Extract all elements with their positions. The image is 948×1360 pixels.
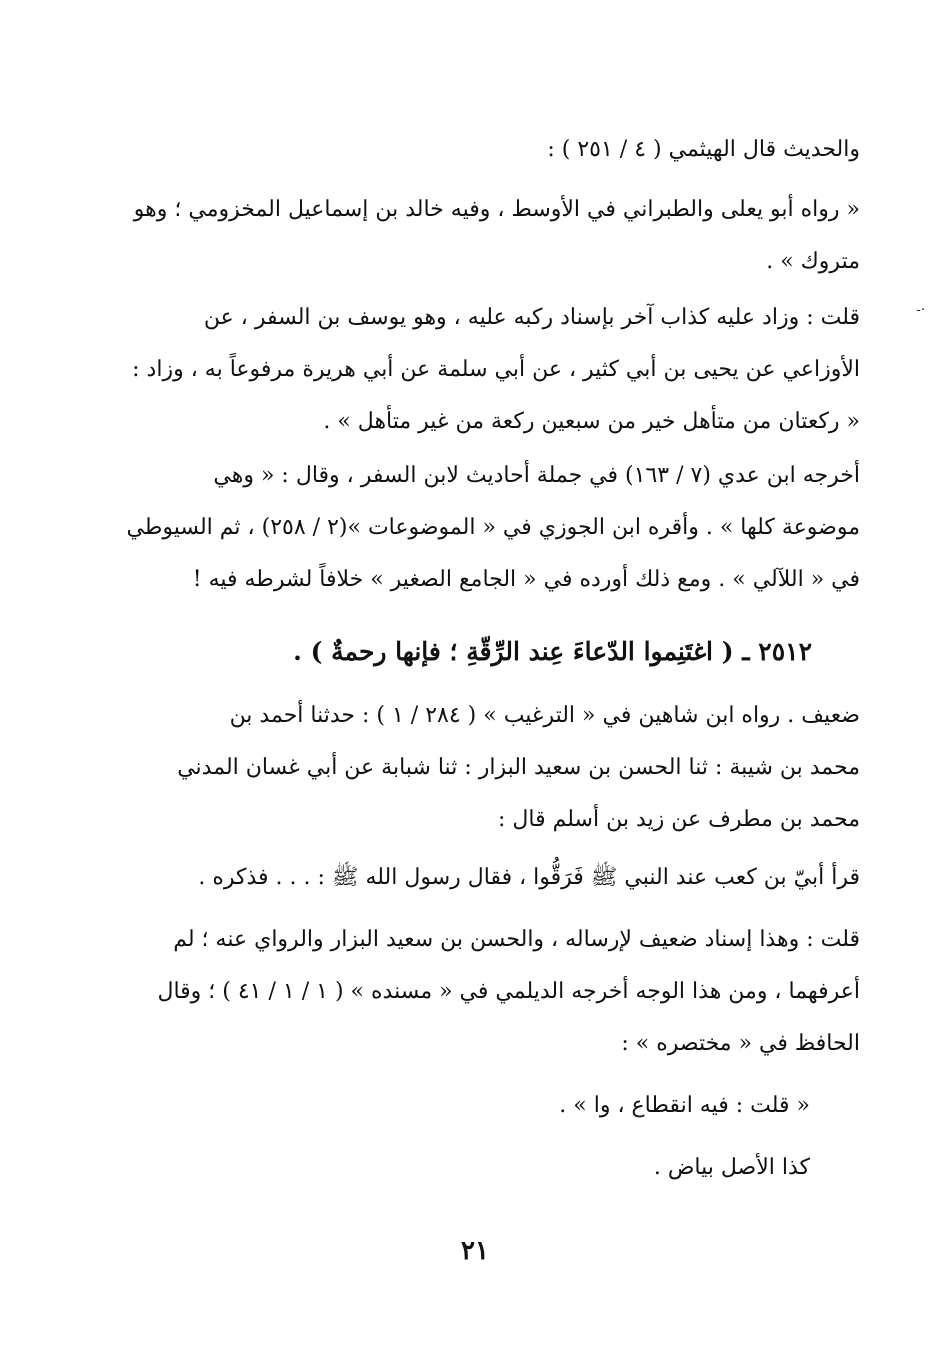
text-line: الأوزاعي عن يحيى بن أبي كثير ، عن أبي سلمة عن أبي هريرة مرفوعاً به ، وزاد :	[132, 357, 860, 382]
text-line: قلت : وهذا إسناد ضعيف لإرساله ، والحسن بن سعيد البزار والرواي عنه ؛ لم	[173, 927, 860, 952]
text-line: والحديث قال الهيثمي ( ٤ / ٢٥١ ) :	[547, 137, 860, 162]
paragraph-ibn-adi	[100, 450, 860, 606]
text-line: في « اللآلي » . ومع ذلك أورده في « الجامع الصغير » خلافاً لشرطه فيه !	[192, 567, 860, 592]
text-line: أعرفهما ، ومن هذا الوجه أخرجه الديلمي في « مسنده » ( ١ / ١ / ٤١ ) ؛ وقال	[157, 979, 860, 1004]
text-line: أخرجه ابن عدي (٧ / ١٦٣) في جملة أحاديث لابن السفر ، وقال : « وهي	[213, 463, 860, 488]
text-line: الحافظ في « مختصره » :	[621, 1031, 860, 1056]
text-line: « ركعتان من متأهل خير من سبعين ركعة من غير متأهل » .	[323, 409, 860, 434]
page-number: ٢١	[461, 1236, 489, 1266]
paragraph-daif-ibn-shahin	[100, 690, 860, 846]
margin-mark: -·	[916, 302, 926, 318]
paragraph-quote-abu-yala	[100, 184, 860, 288]
paragraph-qultu-isnad	[100, 914, 860, 1070]
paragraph-haythami	[100, 124, 860, 176]
text-line: ضعيف . رواه ابن شاهين في « الترغيب » ( ٢٨٤ / ١ ) : حدثنا أحمد بن	[229, 703, 860, 728]
text-line: محمد بن شيبة : ثنا الحسن بن سعيد البزار : ثنا شبابة عن أبي غسان المدني	[177, 755, 860, 780]
text-line: محمد بن مطرف عن زيد بن أسلم قال :	[498, 807, 860, 832]
text-line: « رواه أبو يعلى والطبراني في الأوسط ، وفيه خالد بن إسماعيل المخزومي ؛ وهو	[133, 197, 860, 222]
text-line: قرأ أبيّ بن كعب عند النبي ﷺ فَرَقُّوا ، فقال رسول الله ﷺ : . . . فذكره .	[198, 865, 860, 890]
text-line: موضوعة كلها » . وأقره ابن الجوزي في « الموضوعات »(٢ / ٢٥٨) ، ثم السيوطي	[126, 515, 860, 540]
text-line: قلت : وزاد عليه كذاب آخر بإسناد ركبه عليه ، وهو يوسف بن السفر ، عن	[203, 305, 860, 330]
text-line: متروك » .	[766, 249, 860, 274]
blank-note: كذا الأصل بياض .	[653, 1155, 810, 1180]
paragraph-ubayy	[100, 852, 860, 904]
paragraph-qultu-yusuf	[100, 292, 860, 448]
hadith-heading: ٢٥١٢ ـ ( اغتَنِموا الدّعاءَ عِند الرِّقّةِ ؛ فإنها رحمةٌ ) .	[293, 637, 812, 666]
hafiz-quote: « قلت : فيه انقطاع ، وا » .	[559, 1093, 810, 1118]
